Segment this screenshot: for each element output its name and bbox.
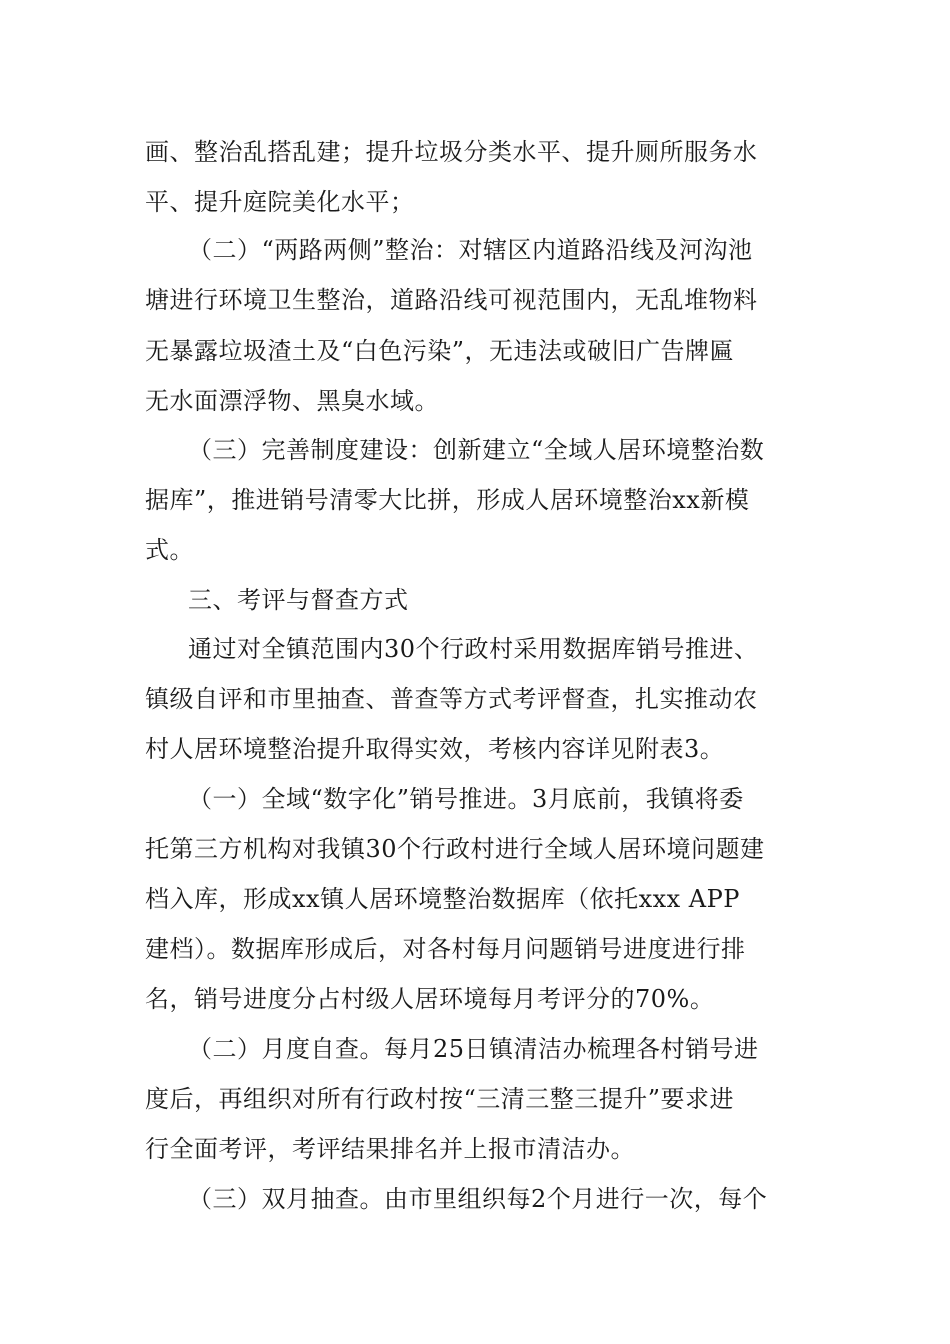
text-line-4: 塘进行环境卫生整治，道路沿线可视范围内，无乱堆物料: [145, 286, 758, 314]
text-line-2: 平、提升庭院美化水平；: [145, 188, 415, 216]
text-line-6: 无水面漂浮物、黑臭水域。: [145, 387, 439, 415]
text-line-15: 托第三方机构对我镇30个行政村进行全域人居环境问题建: [145, 835, 765, 863]
text-line-16: 档入库，形成xx镇人居环境整治数据库（依托xxx APP: [145, 885, 740, 913]
text-line-14: （一）全域“数字化”销号推进。3月底前，我镇将委: [188, 785, 744, 813]
text-line-9: 式。: [145, 536, 194, 564]
text-line-20: 度后，再组织对所有行政村按“三清三整三提升”要求进: [145, 1085, 735, 1113]
text-line-18: 名，销号进度分占村级人居环境每月考评分的70%。: [145, 985, 715, 1013]
text-line-7: （三）完善制度建设：创新建立“全域人居环境整治数: [188, 436, 765, 464]
text-line-13: 村人居环境整治提升取得实效，考核内容详见附表3。: [145, 735, 725, 763]
text-line-22: （三）双月抽查。由市里组织每2个月进行一次，每个: [188, 1185, 768, 1213]
text-line-8: 据库”，推进销号清零大比拼，形成人居环境整治xx新模: [145, 486, 750, 514]
text-line-11: 通过对全镇范围内30个行政村采用数据库销号推进、: [188, 635, 759, 663]
text-line-12: 镇级自评和市里抽查、普查等方式考评督查，扎实推动农: [145, 685, 758, 713]
text-line-21: 行全面考评，考评结果排名并上报市清洁办。: [145, 1135, 635, 1163]
text-line-17: 建档）。数据库形成后，对各村每月问题销号进度进行排: [145, 935, 746, 963]
text-line-1: 画、整治乱搭乱建；提升垃圾分类水平、提升厕所服务水: [145, 138, 758, 166]
text-line-5: 无暴露垃圾渣土及“白色污染”，无违法或破旧广告牌匾: [145, 337, 735, 365]
text-line-3: （二）“两路两侧”整治：对辖区内道路沿线及河沟池: [188, 236, 753, 264]
text-line-19: （二）月度自查。每月25日镇清洁办梳理各村销号进: [188, 1035, 759, 1063]
section-heading: 三、考评与督查方式: [188, 586, 409, 614]
